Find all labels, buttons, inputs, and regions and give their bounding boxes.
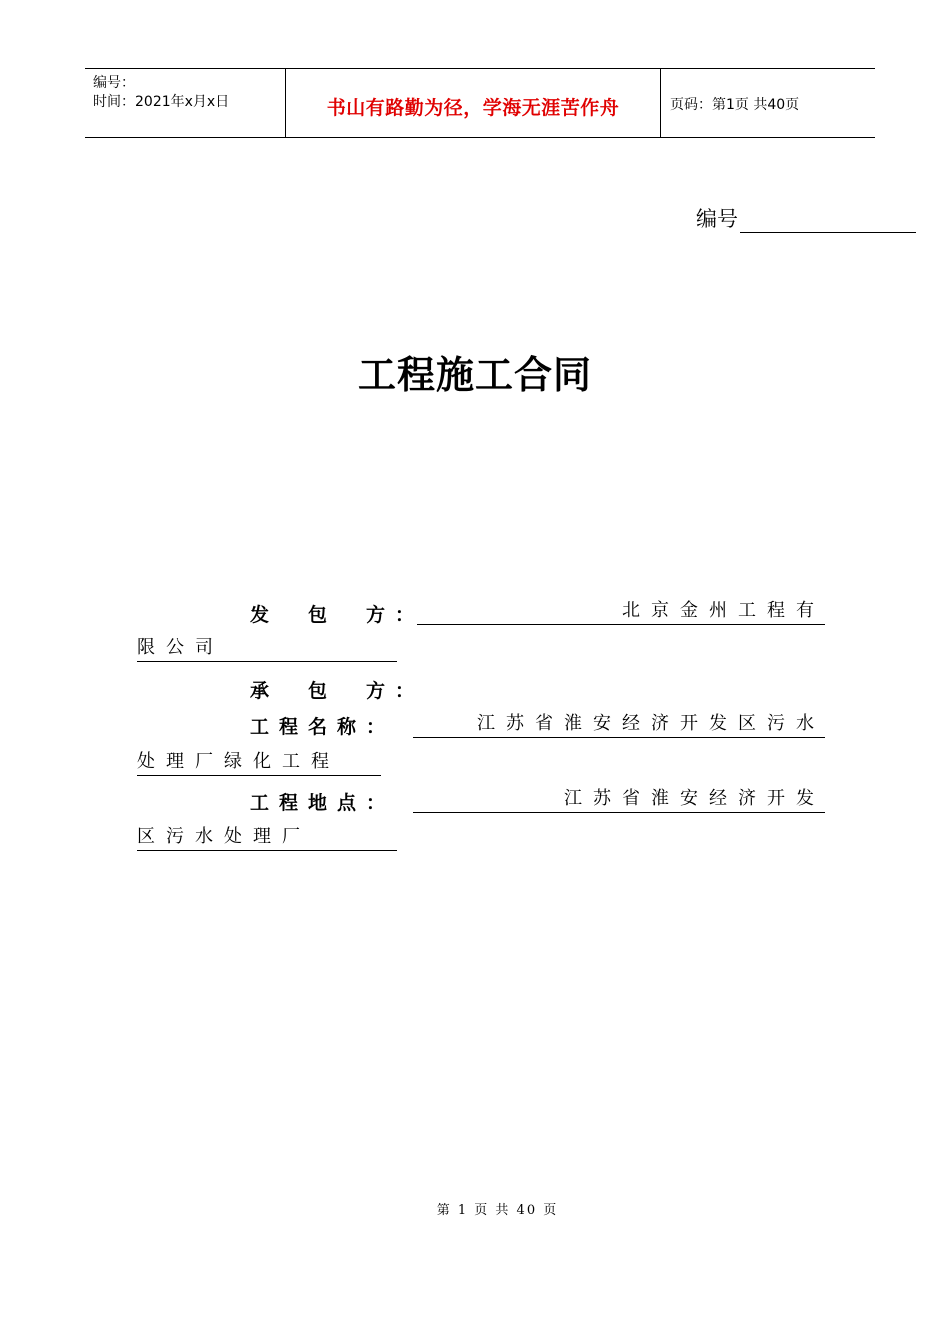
- contractor-label: 承 包 方：: [250, 680, 425, 702]
- header-right-cell: [660, 69, 875, 137]
- serial-blank-line: [740, 212, 916, 233]
- employer-value-line2: 限公司: [137, 635, 397, 662]
- header-motto: 书山有路勤为径，学海无涯苦作舟: [326, 97, 620, 119]
- serial-label: 编号: [696, 207, 738, 231]
- project-name-value-line1: 江苏省淮安经济开发区污水: [413, 711, 825, 738]
- project-name-value-line2: 处理厂绿化工程: [137, 749, 381, 776]
- document-serial: [696, 203, 916, 233]
- employer-label: 发 包 方：: [250, 604, 425, 626]
- header-serial-label: 编号：: [93, 75, 135, 91]
- project-site-value-line1: 江苏省淮安经济开发: [413, 786, 825, 813]
- header-page-info: 页码：第1页 共40页: [670, 97, 800, 113]
- page-footer: 第 1 页 共 40 页: [436, 1203, 559, 1218]
- project-name-label: 工程名称：: [250, 716, 396, 738]
- header-center-cell: [285, 69, 661, 137]
- header-left-cell: [85, 69, 285, 137]
- header-time: 时间：2021年x月x日: [93, 94, 230, 110]
- project-site-label: 工程地点：: [250, 792, 396, 814]
- employer-value-line1: 北京金州工程有: [417, 598, 825, 625]
- page-header: [85, 68, 875, 138]
- project-site-value-line2: 区污水处理厂: [137, 824, 397, 851]
- document-title: 工程施工合同: [357, 353, 592, 397]
